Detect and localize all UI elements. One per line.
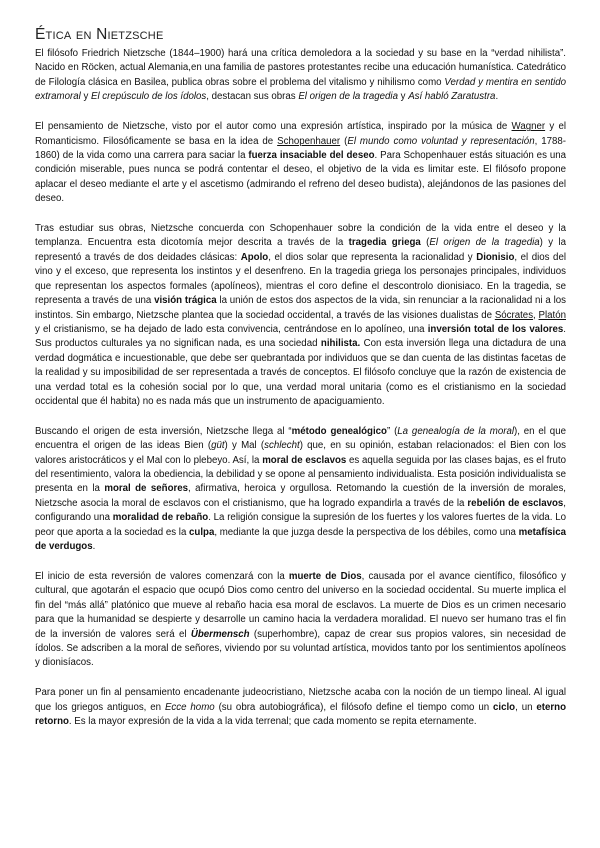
paragraph-6 bbox=[35, 686, 566, 729]
text: ” ( bbox=[386, 425, 398, 437]
text: Con esta inversión llega una dictadura de una verdad dogmática e incuestionable, que debe ser quebrantada por individuos que se dan cuenta de las distintas facetas de la realidad y su imposibilidad de ser representada a través de conceptos. El filósofo concluye que la razón de existencia de una verdad total es la cohesión social por lo que, una verdad moral unitaria (como es el cristianismo en la sociedad occidental que él habita) no es nada más que un instrumento de apaciguamiento. bbox=[35, 338, 566, 407]
text: , afirmativa, heroica y orgullosa. Retomando la cuestión de la inversión de morales, Nietzsche asocia la moral de esclavos con el cristianismo, que ha logrado expandirla a través de la bbox=[35, 483, 566, 509]
link-socrates[interactable]: Sócrates bbox=[494, 309, 534, 321]
book-title: El origen de la tragedia bbox=[298, 91, 398, 103]
text: . Sus productos culturales ya no significan nada, es una sociedad bbox=[35, 323, 566, 350]
paragraph-5 bbox=[35, 570, 566, 671]
key-term: método genealógico bbox=[291, 425, 387, 437]
paragraph-2 bbox=[35, 120, 566, 206]
book-title: La genealogía de la moral bbox=[397, 425, 514, 437]
text: , el dios solar que representa la racionalidad y bbox=[268, 251, 477, 263]
link-platon[interactable]: Platón bbox=[538, 309, 566, 321]
link-wagner[interactable]: Wagner bbox=[511, 121, 546, 133]
foreign-term: güt bbox=[211, 440, 225, 452]
text: , un bbox=[515, 701, 537, 713]
text: . Para Schopenhauer estás situación es una condición miserable, pues nunca se podrá contentar el deseo, el objetivo de la vida es limitar este. El filósofo propone aplacar el deseo mediante el arte y el ascetismo (admirando el refreno del deseo budista), alejándonos de las pasiones del deseo. bbox=[35, 149, 566, 205]
paragraph-1 bbox=[35, 47, 566, 105]
text: Tras estudiar sus obras, Nietzsche concuerda con Schopenhauer sobre la condición de la vida entre el deseo y la templanza. Encuentra esta dicotomía mejor descrita a través de la bbox=[35, 223, 566, 249]
text: la unión de estos dos aspectos de la vida, sin renunciar a la racionalidad ni a los instintos. Sin embargo, Nietzsche plantea que la sociedad occidental, a través de las visiones dualistas de bbox=[35, 295, 566, 321]
text: y bbox=[80, 91, 91, 103]
book-title: El crepúsculo de los ídolos bbox=[91, 91, 207, 103]
key-term: rebelión de esclavos bbox=[467, 497, 564, 509]
paragraph-4 bbox=[35, 425, 566, 555]
key-term: Dionisio bbox=[476, 251, 515, 263]
text: . Es la mayor expresión de la vida a la vida terrenal; que cada momento se repita eternamente. bbox=[68, 716, 477, 728]
foreign-term: schlecht bbox=[264, 440, 300, 452]
text: ) y la representó a través de dos deidades clásicas: bbox=[35, 237, 566, 263]
book-title: Ecce homo bbox=[164, 701, 215, 713]
text: , destacan sus obras bbox=[206, 91, 299, 103]
key-term: fuerza insaciable del deseo bbox=[248, 149, 375, 161]
text: , bbox=[533, 309, 539, 321]
text: El filósofo Friedrich Nietzsche (1844–1900) hará una crítica demoledora a la sociedad y su base en la “verdad nihilista”. Nacido en Röcken, actual Alemania,en una familia de pastores protestantes recibe una educación humanística. Catedrático de Filología clásica en Basilea, publica obras sobre el problema del vitalismo y nihilismo como bbox=[35, 48, 566, 88]
book-title: Verdad y mentira en sentido extramoral bbox=[35, 76, 566, 103]
key-term: Apolo bbox=[240, 251, 269, 263]
key-term: inversión total de los valores bbox=[427, 323, 564, 335]
key-term: tragedia griega bbox=[348, 237, 421, 249]
key-term: moral de esclavos bbox=[262, 454, 347, 466]
text: El pensamiento de Nietzsche, visto por el autor como una expresión artística, inspirado por la música de bbox=[35, 121, 512, 133]
text: Buscando el origen de esta inversión, Nietzsche llega al “ bbox=[35, 425, 292, 437]
text: . bbox=[495, 91, 499, 103]
key-term: muerte de Dios bbox=[288, 571, 362, 582]
key-term: moralidad de rebaño bbox=[112, 512, 209, 524]
text: ) y Mal ( bbox=[224, 440, 265, 452]
paragraph-3 bbox=[35, 222, 566, 409]
text: y el cristianismo, se ha dejado de lado esta convivencia, centrándose en lo apolíneo, una bbox=[35, 323, 428, 335]
key-term: culpa bbox=[189, 526, 215, 538]
key-term: nihilista. bbox=[320, 338, 361, 350]
text: , 1788-1860) de la vida como una carrera para saciar la bbox=[35, 135, 566, 161]
text: ) que, en su opinión, estaban relacionados: el Bien con los valores aristocráticos y el Mal con lo plebeyo. Así, la bbox=[35, 440, 566, 466]
book-title: Así habló Zaratustra bbox=[408, 91, 496, 103]
text: . bbox=[92, 541, 96, 553]
text: , configurando una bbox=[35, 497, 566, 524]
key-term: eterno retorno bbox=[35, 701, 566, 728]
key-term: Übermensch bbox=[190, 628, 250, 640]
text: y bbox=[397, 91, 409, 103]
key-term: moral de señores bbox=[104, 483, 189, 495]
text: (su obra autobiográfica), el filósofo define el tiempo como un bbox=[214, 701, 494, 713]
text: El inicio de esta reversión de valores comenzará con la bbox=[35, 571, 289, 582]
document-title: Ética en Nietzsche bbox=[35, 26, 164, 43]
text: y el Romanticismo. Filosóficamente se basa en la idea de bbox=[35, 121, 566, 147]
text: , causada por el avance científico, filosófico y cultural, que agotarán el espacio que ocupó Dios como centro del universo en la sociedad occidental. Su muerte implica el fin del “más allá” platónico que mueve al rebaño hacia esa moral de esclavos. La muerte de Dios es un crimen necesario para que la humanidad se despierte y desarrolle un camino hacia la verdadera moralidad. El nuevo ser humano tras el fin de la inversión de valores será el bbox=[35, 571, 566, 640]
text: ( bbox=[340, 135, 348, 147]
text: , mediante la que juzga desde la perspectiva de los débiles, como una bbox=[214, 526, 519, 538]
book-title: El origen de la tragedia bbox=[429, 237, 540, 249]
text: , el dios del vino y el exceso, que representa los instintos y el desenfreno. En la tragedia griega los personajes principales, individuos que representan los aspectos formales (apolíneos), mientras el coro define el descontrolo dionisiaco. En la tragedia, se representa a través de una bbox=[35, 251, 566, 307]
key-term: visión trágica bbox=[154, 295, 217, 307]
text: ( bbox=[420, 237, 430, 249]
text: ), en el que encuentra el origen de las ideas Bien ( bbox=[35, 425, 566, 452]
book-title: El mundo como voluntad y representación bbox=[347, 135, 535, 147]
text: (superhombre), capaz de crear sus propios valores, sin necesidad de ídolos. Se adscriben a la moral de señores, viviendo por su voluntad artística, movidos tanto por los sentimientos apolíneos y dionisíacos. bbox=[35, 628, 566, 669]
link-schopenhauer[interactable]: Schopenhauer bbox=[277, 135, 341, 147]
text: . La religión consigue la supresión de los fuertes y los valores fuertes de la vida. Lo peor que aporta a la sociedad es la bbox=[35, 512, 567, 538]
text: Para poner un fin al pensamiento encadenante judeocristiano, Nietzsche acaba con la noción de un tiempo lineal. Al igual que los griegos antiguos, en bbox=[35, 687, 566, 713]
key-term: metafísica de verdugos bbox=[35, 526, 567, 553]
key-term: ciclo bbox=[493, 701, 516, 713]
text: es aquella seguida por las clases bajas, es el fruto del resentimiento, valora la obediencia, la debilidad y se opone al pensamiento individualista. Esta posición individualista se presenta en la bbox=[35, 454, 566, 495]
